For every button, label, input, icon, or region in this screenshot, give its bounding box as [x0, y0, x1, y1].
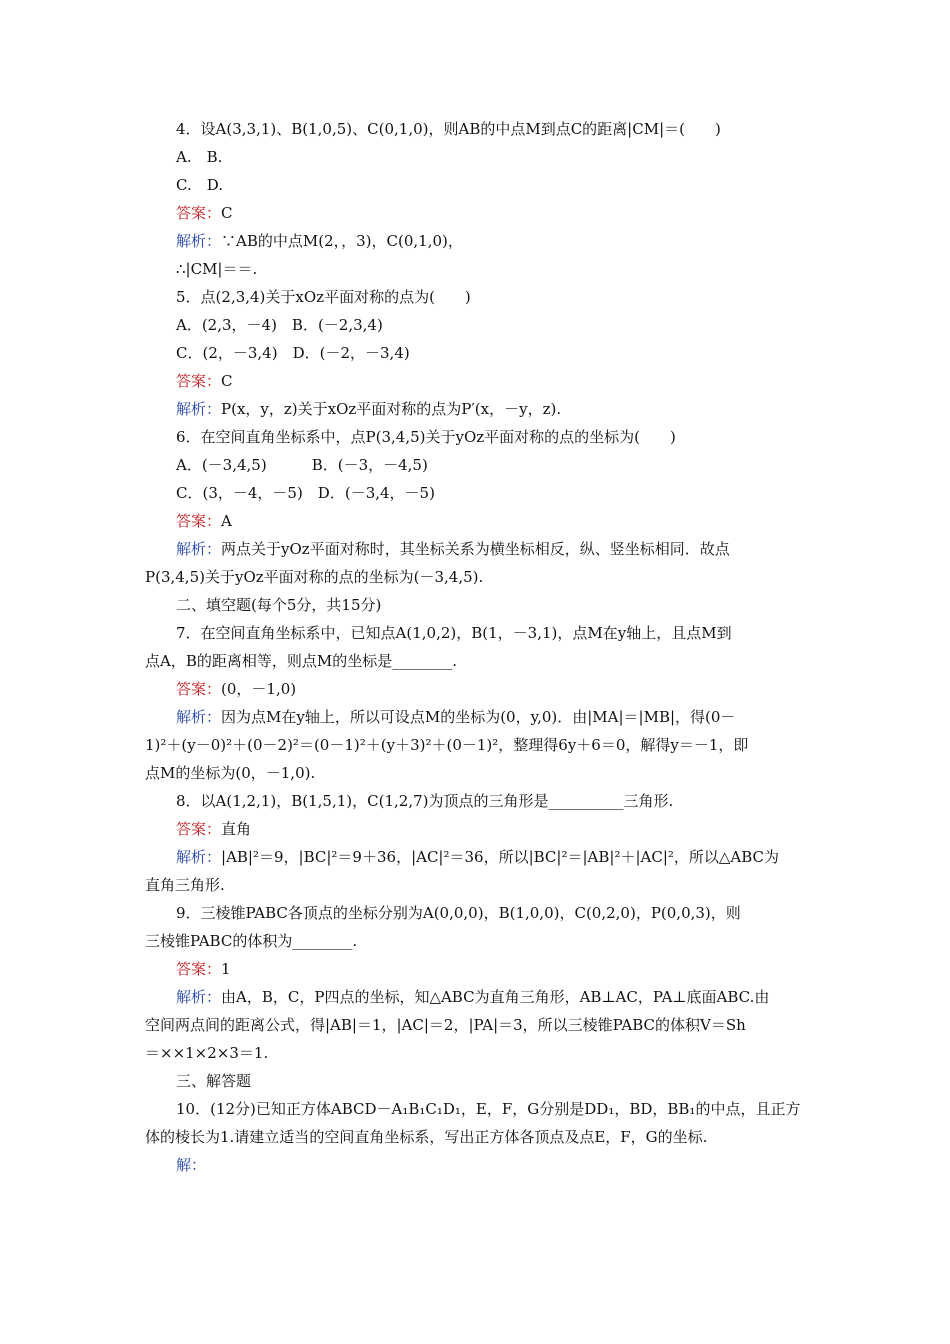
text-line	[176, 399, 561, 419]
text-line	[176, 175, 223, 195]
answer-label: 答案：	[176, 512, 222, 530]
text-line	[176, 343, 410, 363]
answer-label: 答案：	[176, 680, 222, 698]
text-run: 6．在空间直角坐标系中，点P(3,4,5)关于yOz平面对称的点的坐标为( )	[176, 428, 676, 446]
text-run: A．(2,3，－4) B．(－2,3,4)	[176, 316, 383, 334]
text-line	[176, 147, 222, 167]
text-run: 4．设A(3,3,1)、B(1,0,5)、C(0,1,0)，则AB的中点M到点C的距离|CM|＝( )	[176, 120, 721, 138]
text-run: 1)²＋(y－0)²＋(0－2)²＝(0－1)²＋(y＋3)²＋(0－1)²，整理得6y＋6＝0，解得y＝－1，即	[145, 736, 749, 754]
answer-label: 答案：	[176, 204, 222, 222]
text-run: 由A，B，C，P四点的坐标，知△ABC为直角三角形，AB⊥AC，PA⊥底面ABC.由	[221, 988, 770, 1006]
text-line	[176, 679, 296, 699]
text-run: 9．三棱锥PABC各顶点的坐标分别为A(0,0,0)，B(1,0,0)，C(0,2,0)，P(0,0,3)，则	[176, 904, 741, 922]
answer-label: 答案：	[176, 820, 222, 838]
text-run: C	[221, 204, 233, 222]
text-line	[176, 315, 383, 335]
analysis-label: 解析：	[176, 232, 222, 250]
text-line	[176, 987, 769, 1007]
text-run: 体的棱长为1.请建立适当的空间直角坐标系，写出正方体各顶点及点E，F，G的坐标.	[145, 1128, 708, 1146]
analysis-label: 解析：	[176, 708, 222, 726]
text-line	[176, 707, 735, 727]
text-line	[145, 1015, 746, 1035]
text-line	[176, 203, 233, 223]
text-run: P(x，y，z)关于xOz平面对称的点为P′(x，－y，z).	[221, 400, 562, 418]
text-run: A. B.	[176, 148, 223, 166]
analysis-label: 解析：	[176, 848, 222, 866]
analysis-label: 解析：	[176, 540, 222, 558]
text-line	[176, 455, 428, 475]
text-line	[176, 427, 676, 447]
text-run: |AB|²＝9，|BC|²＝9＋36，|AC|²＝36，所以|BC|²＝|AB|²＋|AC|²，所以△ABC为	[221, 848, 780, 866]
text-run: 直角	[221, 820, 252, 838]
analysis-label: 解：	[176, 1156, 207, 1174]
text-run: 三棱锥PABC的体积为________.	[145, 932, 358, 950]
text-run: C. D.	[176, 176, 223, 194]
text-line	[176, 959, 231, 979]
text-line	[145, 567, 483, 587]
text-run: C．(3，－4，－5) D．(－3,4，－5)	[176, 484, 435, 502]
text-run: ∵AB的中点M(2，，3)，C(0,1,0)，	[221, 232, 463, 250]
text-run: 5．点(2,3,4)关于xOz平面对称的点为( )	[176, 288, 471, 306]
text-run: 10．(12分)已知正方体ABCD－A₁B₁C₁D₁，E，F，G分别是DD₁，BD，BB₁的中点，且正方	[176, 1100, 801, 1118]
text-line	[176, 259, 257, 279]
text-line	[176, 595, 381, 615]
text-run: (0，－1,0)	[221, 680, 297, 698]
text-run: ＝××1×2×3＝1.	[145, 1044, 269, 1062]
text-line	[145, 931, 357, 951]
text-line	[176, 1099, 800, 1119]
text-run: A	[221, 512, 232, 530]
text-line	[176, 231, 463, 251]
text-line	[176, 287, 471, 307]
answer-label: 答案：	[176, 372, 222, 390]
text-run: C．(2，－3,4) D．(－2，－3,4)	[176, 344, 410, 362]
text-line	[176, 371, 233, 391]
text-line	[176, 119, 721, 139]
text-run: 因为点M在y轴上，所以可设点M的坐标为(0，y,0)．由|MA|＝|MB|，得(0－	[221, 708, 736, 726]
text-line	[176, 847, 779, 867]
text-line	[176, 511, 232, 531]
answer-label: 答案：	[176, 960, 222, 978]
text-line	[145, 1043, 268, 1063]
text-line	[176, 539, 730, 559]
text-line	[176, 623, 732, 643]
text-run: 7．在空间直角坐标系中，已知点A(1,0,2)，B(1，－3,1)，点M在y轴上，且点M到	[176, 624, 732, 642]
text-line	[145, 875, 225, 895]
text-run: 点M的坐标为(0，－1,0).	[145, 764, 316, 782]
text-run: 空间两点间的距离公式，得|AB|＝1，|AC|＝2，|PA|＝3，所以三棱锥PABC的体积V＝Sh	[145, 1016, 746, 1034]
text-line	[145, 763, 315, 783]
text-run: ∴|CM|＝＝.	[176, 260, 258, 278]
text-line	[176, 903, 741, 923]
text-line	[176, 1155, 206, 1175]
text-run: 二、填空题(每个5分，共15分)	[176, 596, 382, 614]
text-line	[145, 1127, 707, 1147]
text-line	[145, 735, 748, 755]
text-line	[176, 819, 251, 839]
text-line	[145, 651, 457, 671]
text-line	[176, 1071, 251, 1091]
text-run: 直角三角形.	[145, 876, 225, 894]
text-line	[176, 791, 673, 811]
text-line	[176, 483, 435, 503]
text-run: C	[221, 372, 233, 390]
text-run: 8．以A(1,2,1)，B(1,5,1)，C(1,2,7)为顶点的三角形是__________三角形.	[176, 792, 674, 810]
analysis-label: 解析：	[176, 400, 222, 418]
text-run: 1	[221, 960, 231, 978]
text-run: P(3,4,5)关于yOz平面对称的点的坐标为(－3,4,5).	[145, 568, 484, 586]
text-run: 点A，B的距离相等，则点M的坐标是________.	[145, 652, 457, 670]
text-run: A．(－3,4,5) B．(－3，－4,5)	[176, 456, 428, 474]
text-run: 两点关于yOz平面对称时，其坐标关系为横坐标相反，纵、竖坐标相同．故点	[221, 540, 730, 558]
text-run: 三、解答题	[176, 1072, 252, 1090]
analysis-label: 解析：	[176, 988, 222, 1006]
